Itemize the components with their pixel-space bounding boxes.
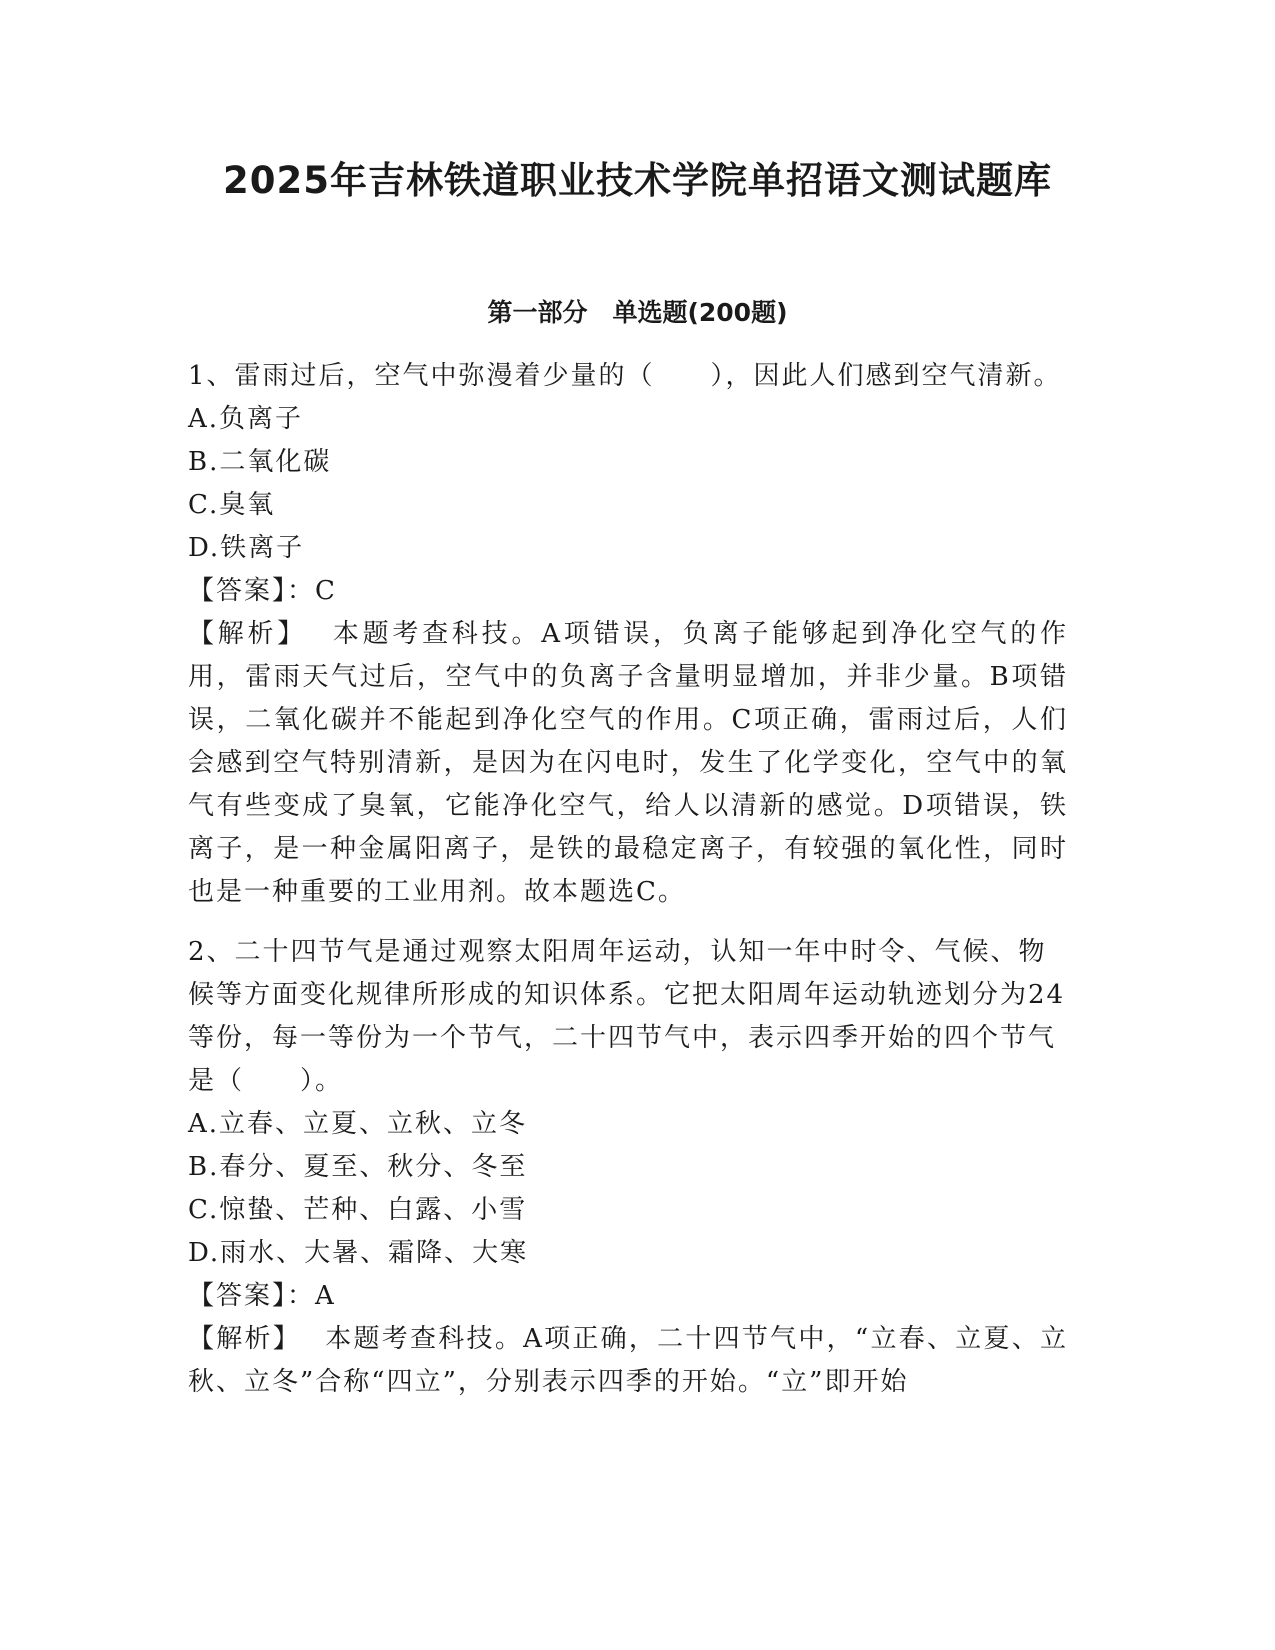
option-d: D.铁离子: [188, 533, 305, 563]
question-2: [188, 931, 1068, 1404]
answer-value: C: [315, 576, 337, 606]
analysis: [188, 1318, 1068, 1404]
question-list: [188, 355, 1068, 1404]
option-d: D.雨水、大暑、霜降、大寒: [188, 1238, 529, 1268]
option-b: B.二氧化碳: [188, 447, 332, 477]
answer-label: 【答案】：: [188, 1281, 316, 1311]
answer-value: A: [315, 1281, 336, 1311]
analysis-text: 本题考查科技。A项错误，负离子能够起到净化空气的作用，雷雨天气过后，空气中的负离子含量明显增加，并非少量。B项错误，二氧化碳并不能起到净化空气的作用。C项正确，雷雨过后，人们会感到空气特别清新，是因为在闪电时，发生了化学变化，空气中的氧气有些变成了臭氧，它能净化空气，给人以清新的感觉。D项错误，铁离子，是一种金属阳离子，是铁的最稳定离子，有较强的氧化性，同时也是一种重要的工业用剂。故本题选C。: [188, 619, 1068, 907]
answer-line: [188, 570, 1068, 613]
section-title: 第一部分 单选题(200题): [487, 298, 788, 327]
question-1: [188, 355, 1068, 914]
answer-label: 【答案】：: [188, 576, 316, 606]
option-c: C.臭氧: [188, 490, 276, 520]
option-a: A.负离子: [188, 404, 304, 434]
question-stem: 1、雷雨过后，空气中弥漫着少量的（ ），因此人们感到空气清新。: [188, 361, 1062, 391]
document-title: 2025年吉林铁道职业技术学院单招语文测试题库: [223, 159, 1052, 202]
analysis: [188, 613, 1068, 914]
answer-line: [188, 1275, 1068, 1318]
analysis-text: 本题考查科技。A项正确，二十四节气中，“立春、立夏、立秋、立冬”合称“四立”，分别表示四季的开始。“立”即开始: [188, 1324, 1068, 1397]
option-a: A.立春、立夏、立秋、立冬: [188, 1109, 528, 1139]
analysis-label: 【解析】: [188, 1324, 302, 1354]
question-stem: 2、二十四节气是通过观察太阳周年运动，认知一年中时令、气候、物候等方面变化规律所形成的知识体系。它把太阳周年运动轨迹划分为24等份，每一等份为一个节气，二十四节气中，表示四季开始的四个节气是（ ）。: [188, 937, 1066, 1096]
option-c: C.惊蛰、芒种、白露、小雪: [188, 1195, 528, 1225]
analysis-label: 【解析】: [188, 619, 308, 649]
option-b: B.春分、夏至、秋分、冬至: [188, 1152, 528, 1182]
